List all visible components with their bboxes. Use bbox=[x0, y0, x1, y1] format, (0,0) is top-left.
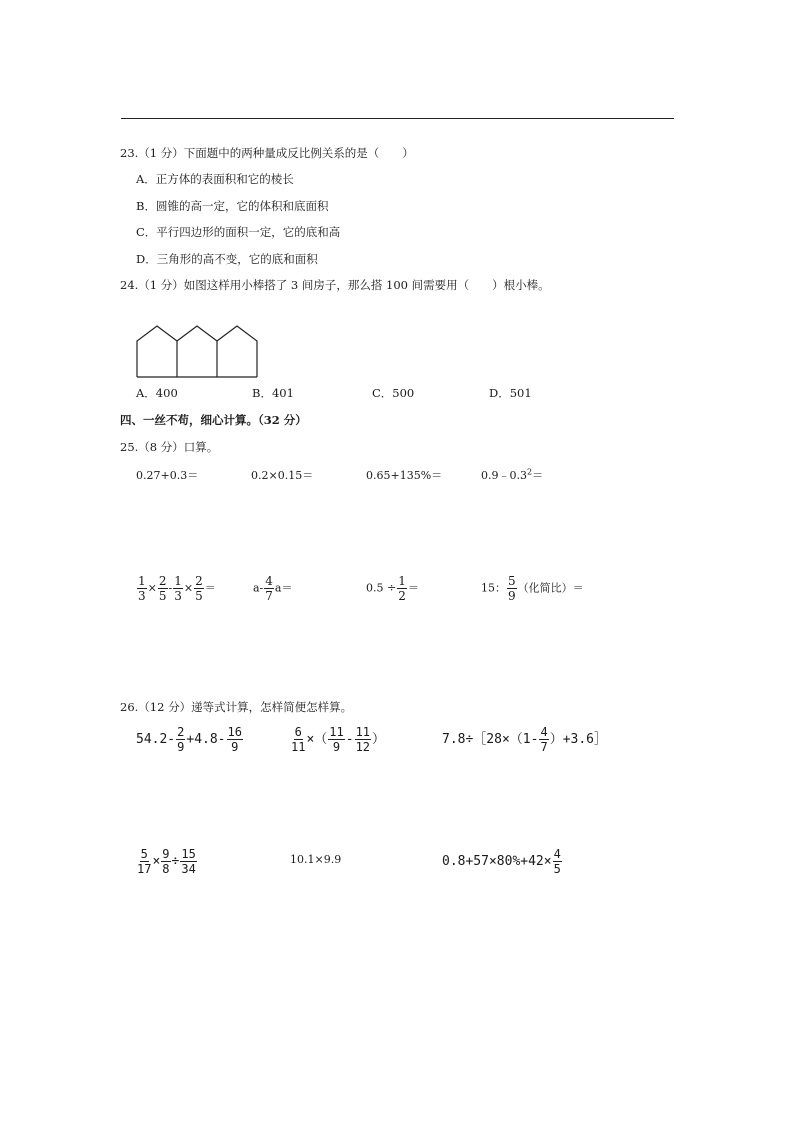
houses-figure bbox=[130, 320, 270, 382]
q23-option-c: C．平行四边形的面积一定，它的底和高 bbox=[136, 225, 341, 239]
q25-expr-4: $0.9﹣0.3^2=$ bbox=[481, 467, 544, 482]
q26-expr-5: 10.1×9.9 bbox=[290, 853, 342, 866]
q26-expr-4: $\frac{5}{17}$ × $\frac{9}{8}$ ÷ $\frac{15}{34}$ bbox=[137, 847, 196, 876]
q25-expr-1: 0.27+0.3＝ bbox=[136, 469, 199, 482]
q25-expr-6: a- $\frac{4}{7}$ a＝ bbox=[253, 574, 293, 603]
header-rule bbox=[121, 118, 674, 119]
q23-option-a: A．正方体的表面积和它的棱长 bbox=[136, 172, 294, 186]
q24-option-d: D．501 bbox=[489, 386, 532, 400]
q25-expr-2: 0.2×0.15＝ bbox=[251, 469, 314, 482]
q23-option-b: B．圆锥的高一定，它的体积和底面积 bbox=[136, 199, 329, 213]
q26-expr-6: 0.8+57×80%+42× $\frac{4}{5}$ bbox=[442, 847, 561, 876]
q25-expr-8: 15： $\frac{5}{9}$ （化简比）＝ bbox=[481, 574, 584, 603]
q25-stem: 25.（8 分）口算。 bbox=[120, 440, 219, 454]
q24-option-c: C．500 bbox=[372, 386, 415, 400]
section-4-heading: 四、一丝不苟，细心计算。（32 分） bbox=[120, 413, 307, 427]
q25-expr-5: $\frac{1}{3}$ × $\frac{2}{5}$ - $\frac{1}{3}$ × $\frac{2}{5}$ ＝ bbox=[138, 574, 216, 603]
q26-expr-1: 54.2- $\frac{2}{9}$ +4.8- $\frac{16}{9}$ bbox=[136, 725, 242, 754]
q26-expr-3: 7.8÷［28×（1- $\frac{4}{7}$ ）+3.6］ bbox=[442, 725, 607, 754]
q24-option-b: B．401 bbox=[252, 386, 294, 400]
houses-roofline bbox=[137, 326, 257, 377]
q23-stem: 23.（1 分）下面题中的两种量成反比例关系的是（ ） bbox=[120, 146, 414, 160]
q25-expr-3: 0.65+135%＝ bbox=[366, 469, 443, 482]
q26-stem: 26.（12 分）递等式计算，怎样简便怎样算。 bbox=[120, 700, 353, 714]
q26-expr-2: $\frac{6}{11}$ ×（ $\frac{11}{9}$ - $\frac{11}{12}$ ） bbox=[291, 725, 386, 754]
q25-expr-7: 0.5 ÷ $\frac{1}{2}$ ＝ bbox=[366, 574, 419, 603]
q23-option-d: D．三角形的高不变，它的底和面积 bbox=[136, 252, 318, 266]
q24-option-a: A．400 bbox=[136, 386, 178, 400]
q24-stem: 24.（1 分）如图这样用小棒搭了 3 间房子，那么搭 100 间需要用（ ）根小棒。 bbox=[120, 278, 550, 292]
